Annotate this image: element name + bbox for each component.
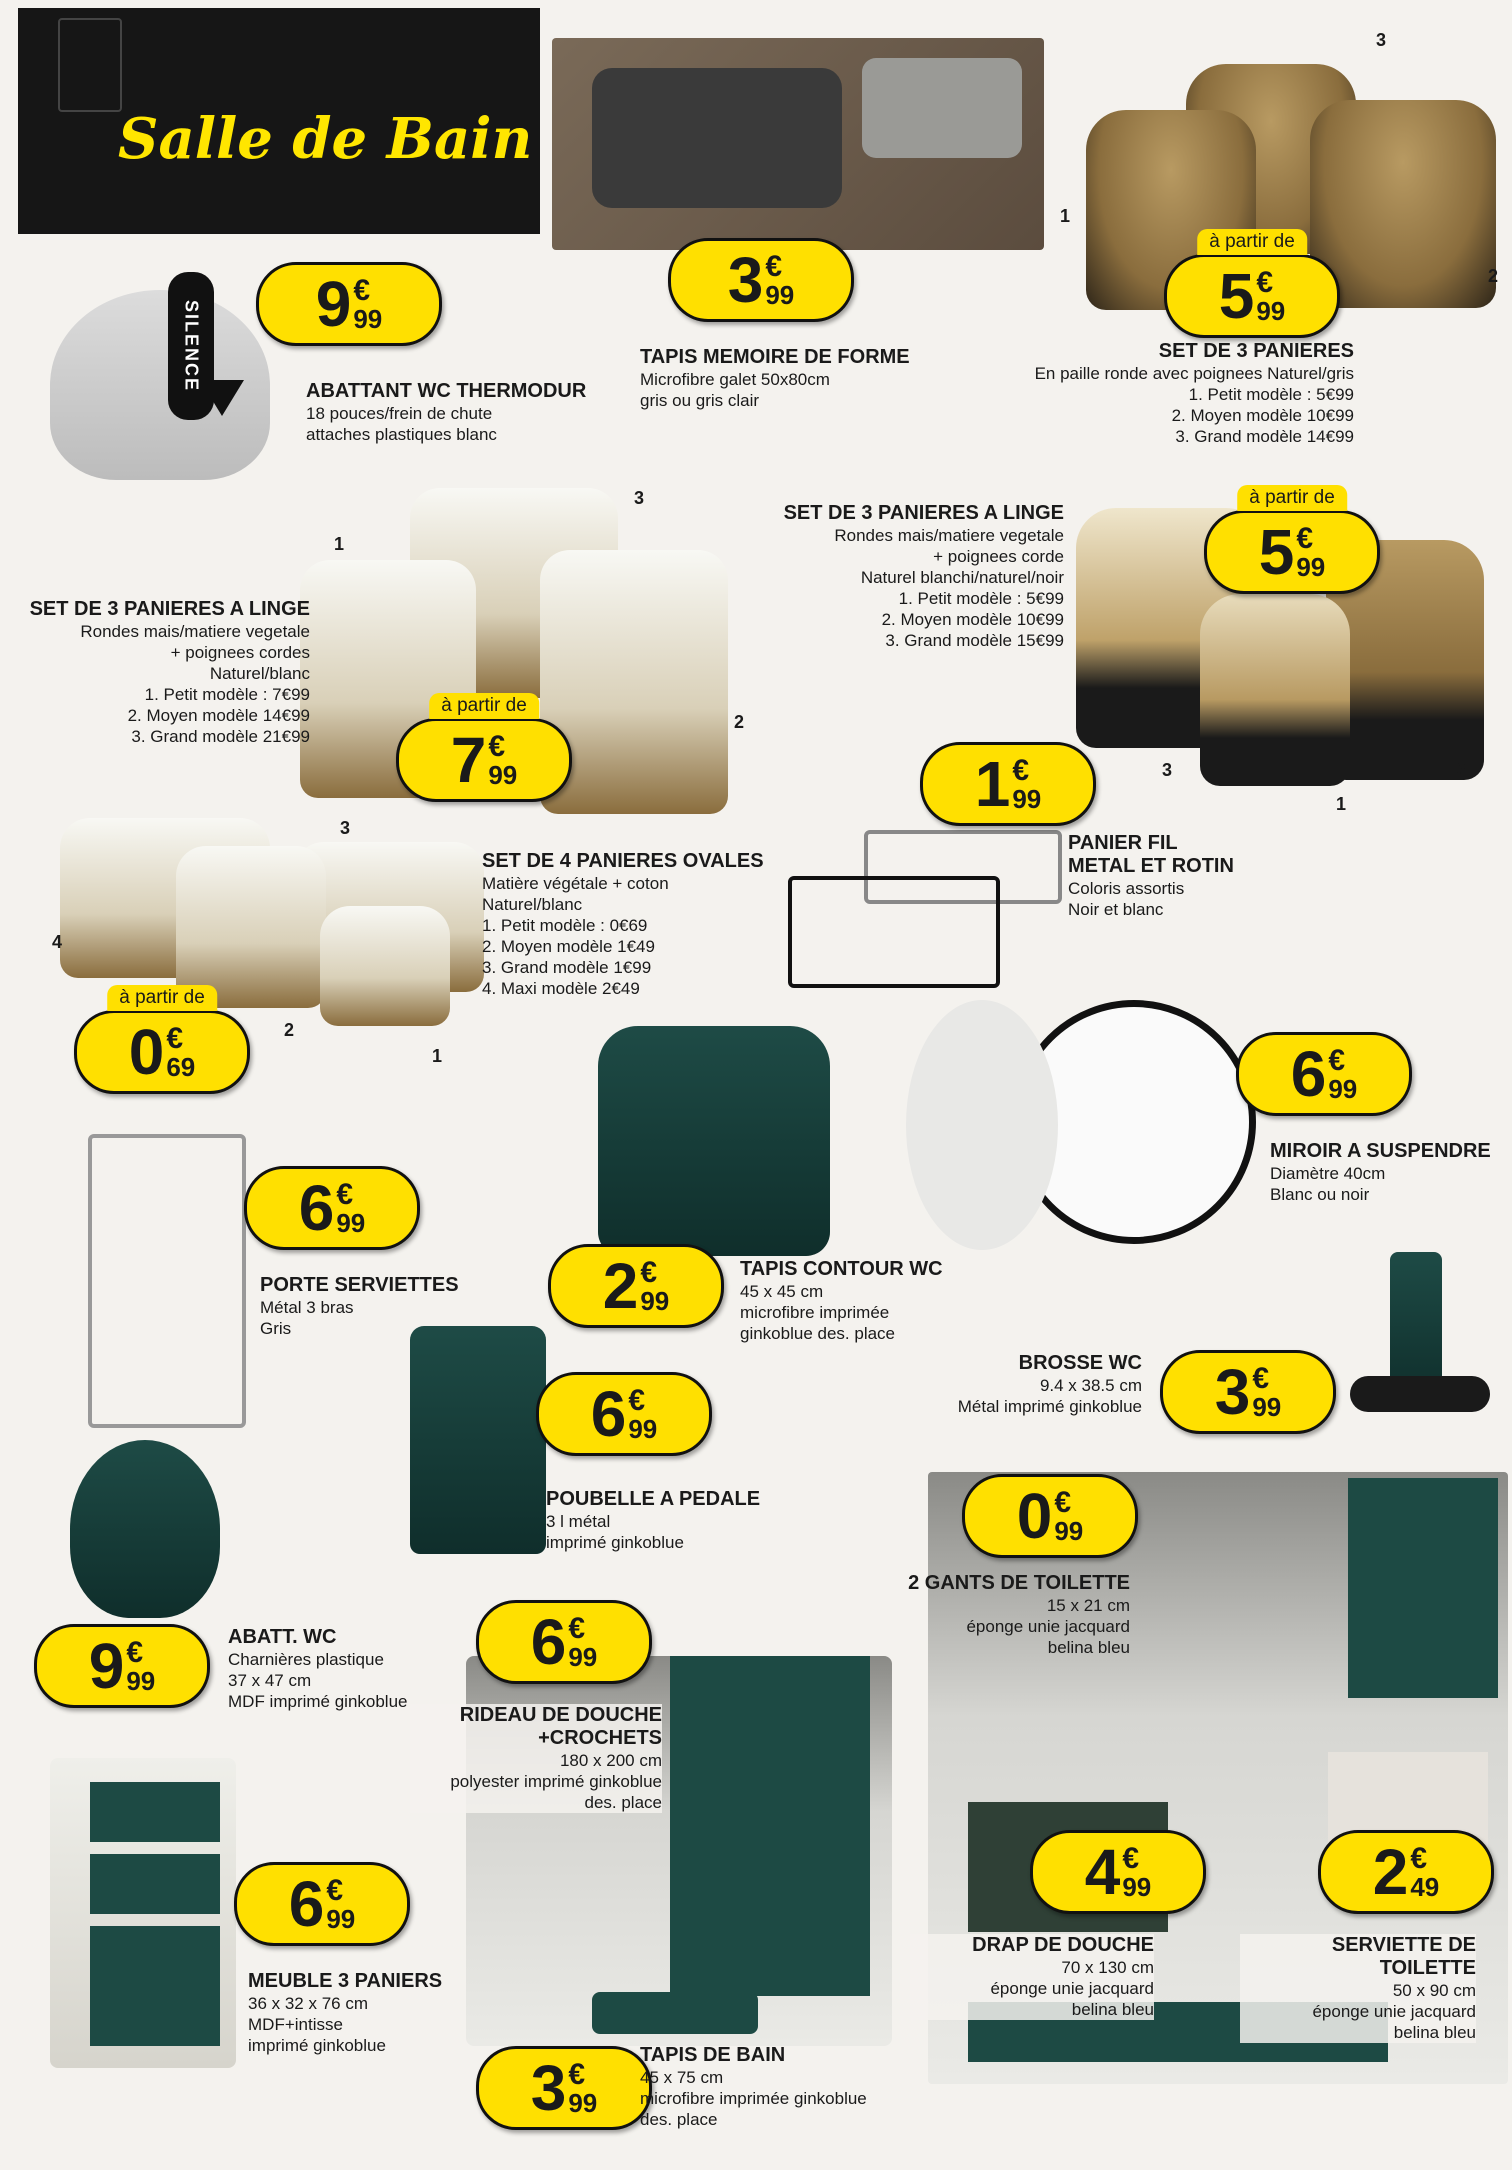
laundry-basket-image — [1200, 594, 1350, 786]
price-badge: 9 € 99 — [34, 1624, 210, 1708]
arrow-icon — [200, 380, 244, 416]
product-abatt-wc: ABATT. WC Charnières plastique 37 x 47 cm MDF imprimé ginkoblue — [228, 1626, 408, 1711]
oval-basket-image — [176, 846, 326, 1008]
product-meuble: MEUBLE 3 PANIERS 36 x 32 x 76 cm MDF+intisse imprimé ginkoblue — [248, 1970, 443, 2055]
price-badge: 6 € 99 — [1236, 1032, 1412, 1116]
price-badge: à partir de 0 € 69 — [74, 1010, 250, 1094]
price-badge: 6 € 99 — [536, 1372, 712, 1456]
product-tapis-bain: TAPIS DE BAIN 45 x 75 cm microfibre imprimée ginkoblue des. place — [640, 2044, 867, 2129]
item-number: 2 — [1488, 266, 1499, 286]
header-banner — [18, 8, 540, 234]
item-number: 1 — [334, 534, 345, 554]
cabinet-image — [50, 1758, 236, 2068]
page-title: Salle de Bain — [118, 106, 533, 172]
basket-image — [1310, 100, 1499, 308]
toilet-seat-image — [70, 1440, 220, 1618]
oval-basket-image — [320, 906, 450, 1026]
item-number: 4 — [52, 932, 63, 952]
product-panier-fil: PANIER FIL METAL ET ROTIN Coloris assortis Noir et blanc — [1068, 832, 1234, 919]
price-badge: 3 € 99 — [668, 238, 854, 322]
product-linge-noir: SET DE 3 PANIERES A LINGE Rondes mais/matiere vegetale + poignees corde Naturel blanchi/naturel/noir 1. Petit modèle : 5€99 2. Moyen modèle 10€99 3. Grand modèle 15€99 — [783, 502, 1064, 650]
item-number: 3 — [1162, 760, 1173, 780]
product-ovales: SET DE 4 PANIERES OVALES Matière végétale + coton Naturel/blanc 1. Petit modèle : 0€69 2. Moyen modèle 1€49 3. Grand modèle 1€99 4. Maxi modèle 2€49 — [482, 850, 764, 998]
product-brosse: BROSSE WC 9.4 x 38.5 cm Métal imprimé ginkoblue — [957, 1352, 1142, 1416]
product-gants: 2 GANTS DE TOILETTE 15 x 21 cm éponge unie jacquard belina bleu — [908, 1572, 1130, 1657]
price-badge: 2 € 99 — [548, 1244, 724, 1328]
price-badge: à partir de 5 € 99 — [1204, 510, 1380, 594]
price-badge: 9 € 99 — [256, 262, 442, 346]
price-badge: à partir de 7 € 99 — [396, 718, 572, 802]
pedal-bin-image — [410, 1326, 546, 1554]
price-badge: 6 € 99 — [234, 1862, 410, 1946]
bath-mat-image — [552, 38, 1044, 250]
product-tapis-memoire: TAPIS MEMOIRE DE FORME Microfibre galet 50x80cm gris ou gris clair — [640, 346, 910, 410]
item-number: 1 — [432, 1046, 443, 1066]
product-poubelle: POUBELLE A PEDALE 3 l métal imprimé ginkoblue — [546, 1488, 761, 1552]
product-panieres3: SET DE 3 PANIERES En paille ronde avec poignees Naturel/gris 1. Petit modèle : 5€99 2. Moyen modèle 10€99 3. Grand modèle 14€99 — [1034, 340, 1354, 446]
price-badge: 3 € 99 — [1160, 1350, 1336, 1434]
item-number: 2 — [284, 1020, 295, 1040]
product-rideau: RIDEAU DE DOUCHE +CROCHETS 180 x 200 cm polyester imprimé ginkoblue des. place — [410, 1704, 662, 1813]
product-serviette: SERVIETTE DE TOILETTE 50 x 90 cm éponge unie jacquard belina bleu — [1240, 1934, 1476, 2043]
product-abattant: ABATTANT WC THERMODUR 18 pouces/frein de chute attaches plastiques blanc — [306, 380, 587, 444]
toilet-brush-image — [1350, 1376, 1490, 1412]
price-badge: 6 € 99 — [244, 1166, 420, 1250]
item-number: 2 — [1456, 760, 1467, 780]
price-badge: 6 € 99 — [476, 1600, 652, 1684]
price-badge: à partir de 5 € 99 — [1164, 254, 1340, 338]
mirror-image — [906, 1000, 1058, 1250]
product-linge-blanc: SET DE 3 PANIERES A LINGE Rondes mais/matiere vegetale + poignees cordes Naturel/blanc 1. Petit modèle : 7€99 2. Moyen modèle 14€99 3. Grand modèle 21€99 — [29, 598, 310, 746]
item-number: 3 — [340, 818, 351, 838]
item-number: 1 — [1336, 794, 1347, 814]
product-tapis-contour: TAPIS CONTOUR WC 45 x 45 cm microfibre imprimée ginkoblue des. place — [740, 1258, 943, 1343]
shelf-decoration — [58, 18, 122, 112]
item-number: 1 — [1060, 206, 1071, 226]
price-badge: 3 € 99 — [476, 2046, 652, 2130]
product-drap: DRAP DE DOUCHE 70 x 130 cm éponge unie jacquard belina bleu — [910, 1934, 1154, 2020]
price-badge: 2 € 49 — [1318, 1830, 1494, 1914]
item-number: 2 — [734, 712, 745, 732]
item-number: 3 — [1376, 30, 1387, 50]
item-number: 3 — [634, 488, 645, 508]
price-badge: 1 € 99 — [920, 742, 1096, 826]
contour-mat-image — [598, 1026, 830, 1256]
towel-rack-image — [88, 1134, 246, 1428]
price-badge: 0 € 99 — [962, 1474, 1138, 1558]
silence-banner: SILENCE — [168, 272, 214, 420]
wire-basket-image — [788, 876, 1000, 988]
price-badge: 4 € 99 — [1030, 1830, 1206, 1914]
product-miroir: MIROIR A SUSPENDRE Diamètre 40cm Blanc ou noir — [1270, 1140, 1491, 1204]
product-porte-serviettes: PORTE SERVIETTES Métal 3 bras Gris — [260, 1274, 459, 1338]
